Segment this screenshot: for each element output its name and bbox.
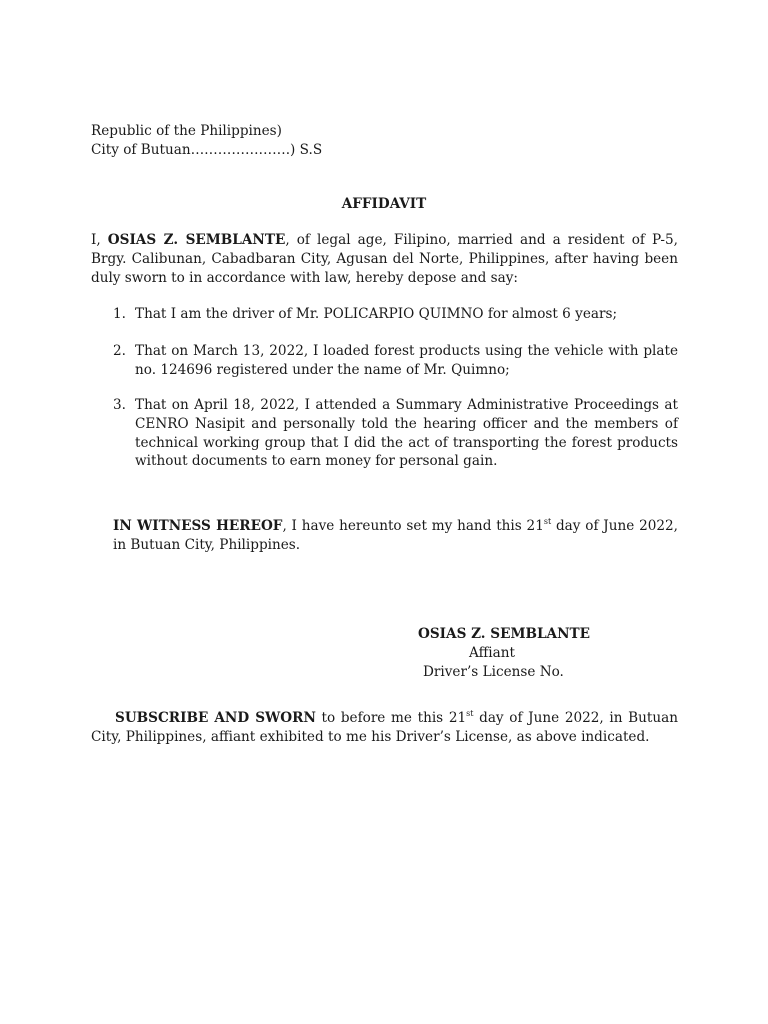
- statement-text: That on April 18, 2022, I attended a Summary Administrative Proceedings at CENRO Nasipit and personally told the hearing officer and the members of technical working group that I did the act of transporting the forest products without documents to earn money for personal gain.: [135, 397, 678, 470]
- statement-item: [113, 342, 678, 380]
- drivers-license-label: Driver’s License No.: [423, 664, 564, 680]
- signatory-role: Affiant: [469, 645, 515, 661]
- document-title: AFFIDAVIT: [341, 196, 427, 212]
- witness-text-before: , I have hereunto set my hand this 21: [282, 518, 544, 534]
- jurat-ordinal: st: [466, 709, 474, 718]
- witness-text-after: day of June 2022, in Butuan City, Philippines.: [113, 518, 679, 553]
- venue-republic: Republic of the Philippines): [91, 123, 282, 139]
- signatory-name: OSIAS Z. SEMBLANTE: [418, 626, 590, 642]
- statement-text: That on March 13, 2022, I loaded forest products using the vehicle with plate no. 124696 registered under the name of Mr. Quimno;: [135, 343, 678, 378]
- statement-item: [113, 396, 678, 471]
- intro-paragraph: [91, 231, 678, 287]
- statement-item: [113, 305, 678, 324]
- witness-ordinal: st: [543, 517, 552, 526]
- intro-text: , of legal age, Filipino, married and a resident of P-5, Brgy. Calibunan, Cabadbaran City, Agusan del Norte, Philippines, after having been duly sworn to in accordance with law, hereby depose and say:: [91, 232, 678, 286]
- jurat-paragraph: [91, 709, 678, 747]
- statement-number: 1.: [113, 306, 126, 322]
- witness-paragraph: [113, 517, 678, 555]
- intro-prefix: I,: [91, 232, 108, 248]
- jurat-lead: SUBSCRIBE AND SWORN: [115, 710, 316, 726]
- statement-text: That I am the driver of Mr. POLICARPIO QUIMNO for almost 6 years;: [135, 306, 618, 322]
- jurat-text-before: to before me this 21: [315, 710, 467, 726]
- venue-city: City of Butuan………………….) S.S: [91, 142, 323, 158]
- affiant-name: OSIAS Z. SEMBLANTE: [107, 232, 286, 248]
- statement-number: 3.: [113, 397, 126, 413]
- statement-number: 2.: [113, 343, 126, 359]
- witness-lead: IN WITNESS HEREOF: [113, 518, 283, 534]
- jurat-text-after: day of June 2022, in Butuan City, Philippines, affiant exhibited to me his Driver’s License, as above indicated.: [91, 710, 678, 745]
